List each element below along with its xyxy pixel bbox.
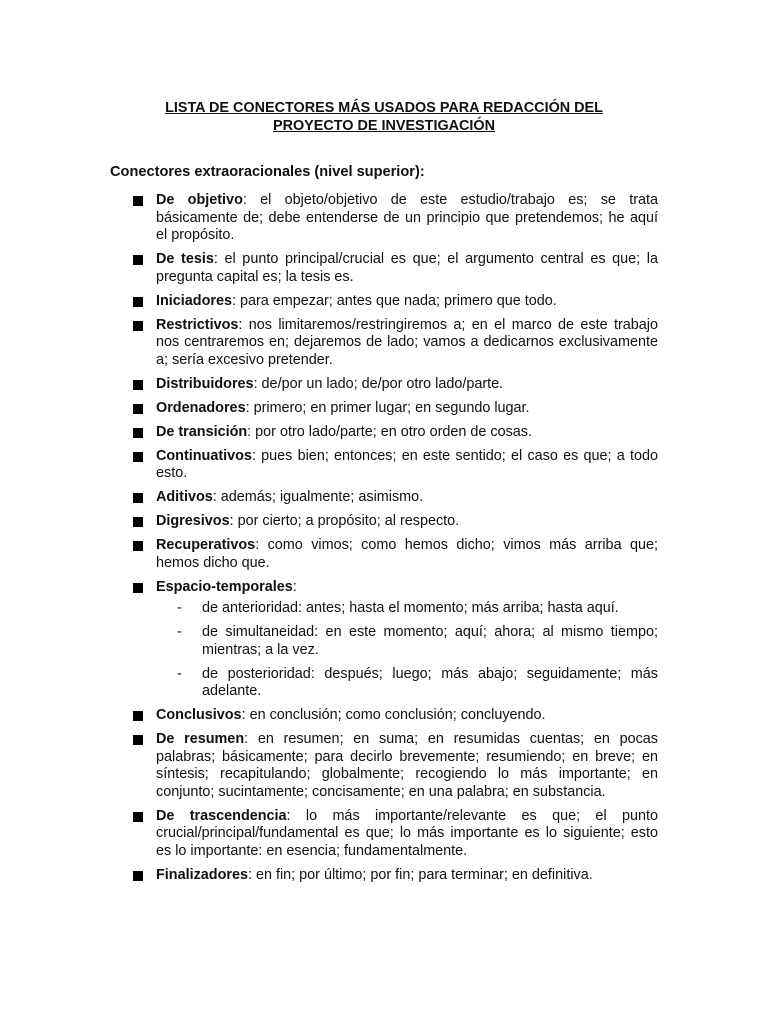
square-bullet-icon (133, 871, 143, 881)
item-term: De transición (156, 423, 248, 440)
item-term: Conclusivos (156, 707, 242, 723)
dash-marker: - (177, 624, 182, 640)
item-term: Restrictivos (156, 316, 239, 333)
item-term: Recuperativos (156, 537, 256, 553)
square-bullet-icon (133, 541, 143, 551)
item-text: : además; igualmente; asimismo. (212, 489, 424, 505)
square-bullet-icon (133, 812, 143, 822)
sub-list-item (177, 600, 658, 618)
sub-item-text: de posterioridad: después; luego; más abajo; seguidamente; más adelante. (202, 665, 658, 699)
item-text: : (292, 578, 297, 595)
square-bullet-icon (133, 452, 143, 462)
connector-list (0, 192, 768, 891)
square-bullet-icon (133, 404, 143, 414)
dash-marker: - (177, 665, 182, 682)
item-text: : pues bien; entonces; en este sentido; el caso es que; a todo esto. (156, 447, 658, 481)
item-text: : el objeto/objetivo de este estudio/trabajo es; se trata básicamente de; debe entenderse de un principio que pretendemos; he aquí el propósito. (156, 192, 659, 243)
list-item (0, 513, 658, 531)
sub-list (156, 600, 658, 701)
list-item (0, 293, 658, 311)
item-text: : como vimos; como hemos dicho; vimos más arriba que; hemos dicho que. (156, 537, 658, 571)
item-text: : por cierto; a propósito; al respecto. (229, 513, 460, 529)
square-bullet-icon (133, 493, 143, 503)
item-term: Iniciadores (156, 292, 232, 309)
list-item (0, 537, 658, 572)
item-text: : para empezar; antes que nada; primero que todo. (231, 292, 557, 309)
square-bullet-icon (133, 380, 143, 390)
list-item (0, 707, 658, 725)
item-term: Distribuidores (156, 375, 254, 392)
item-term: Aditivos (156, 489, 213, 505)
item-term: De trascendencia (156, 807, 287, 824)
item-term: Espacio-temporales (156, 578, 293, 595)
item-text: : en fin; por último; por fin; para terminar; en definitiva. (247, 866, 593, 883)
list-item (0, 400, 658, 418)
dash-marker: - (177, 600, 182, 616)
list-item (0, 489, 658, 507)
item-text: : de/por un lado; de/por otro lado/parte. (253, 375, 504, 392)
item-term: De tesis (156, 251, 214, 267)
item-term: Digresivos (156, 513, 230, 529)
list-item (0, 731, 658, 801)
list-item (0, 448, 658, 483)
list-item (0, 376, 658, 394)
item-term: Ordenadores (156, 399, 246, 416)
title-line-1: LISTA DE CONECTORES MÁS USADOS PARA REDACCIÓN DEL (165, 100, 603, 116)
list-item (0, 808, 658, 861)
item-text: : nos limitaremos/restringiremos a; en el marco de este trabajo nos centraremos en; dejaremos de lado; vamos a dedicarnos exclusivamente a; sería excesivo pretender. (156, 316, 658, 368)
square-bullet-icon (133, 321, 143, 331)
sub-item-text: de simultaneidad: en este momento; aquí; ahora; al mismo tiempo; mientras; a la vez. (202, 624, 658, 658)
item-term: De resumen (156, 731, 245, 747)
square-bullet-icon (133, 735, 143, 745)
sub-list-item (177, 665, 658, 701)
square-bullet-icon (133, 428, 143, 438)
list-item (0, 317, 658, 370)
item-text: : en conclusión; como conclusión; concluyendo. (241, 707, 546, 723)
title-line-2: PROYECTO DE INVESTIGACIÓN (272, 118, 496, 134)
item-text: : el punto principal/crucial es que; el argumento central es que; la pregunta capital es; la tesis es. (156, 251, 659, 285)
square-bullet-icon (133, 297, 143, 307)
item-term: Finalizadores (156, 866, 248, 883)
item-text: : lo más importante/relevante es que; el punto crucial/principal/fundamental es que; lo más importante es lo siguiente; esto es lo importante: en esencia; fundamentalmente. (156, 807, 659, 859)
list-item (0, 251, 658, 286)
sub-item-text: de anterioridad: antes; hasta el momento; más arriba; hasta aquí. (202, 600, 619, 616)
square-bullet-icon (133, 517, 143, 527)
list-item (0, 867, 658, 885)
section-heading: Conectores extraoracionales (nivel superior): (110, 164, 425, 180)
list-item (0, 192, 658, 245)
square-bullet-icon (133, 255, 143, 265)
document-title (110, 99, 658, 135)
square-bullet-icon (133, 196, 143, 206)
item-text: : por otro lado/parte; en otro orden de cosas. (247, 423, 532, 440)
list-item (0, 579, 658, 701)
square-bullet-icon (133, 711, 143, 721)
list-item (0, 424, 658, 442)
sub-list-item (177, 624, 658, 659)
square-bullet-icon (133, 583, 143, 593)
item-text: : primero; en primer lugar; en segundo lugar. (245, 399, 530, 416)
item-term: Continuativos (156, 447, 252, 464)
item-text: : en resumen; en suma; en resumidas cuentas; en pocas palabras; básicamente; para decirlo brevemente; resumiendo; en breve; en síntesis; recapitulando; globalmente; recogiendo lo más importante; en conjunto; sucintamente; concisamente; en una palabra; en substancia. (156, 731, 658, 800)
item-term: De objetivo (156, 192, 243, 208)
